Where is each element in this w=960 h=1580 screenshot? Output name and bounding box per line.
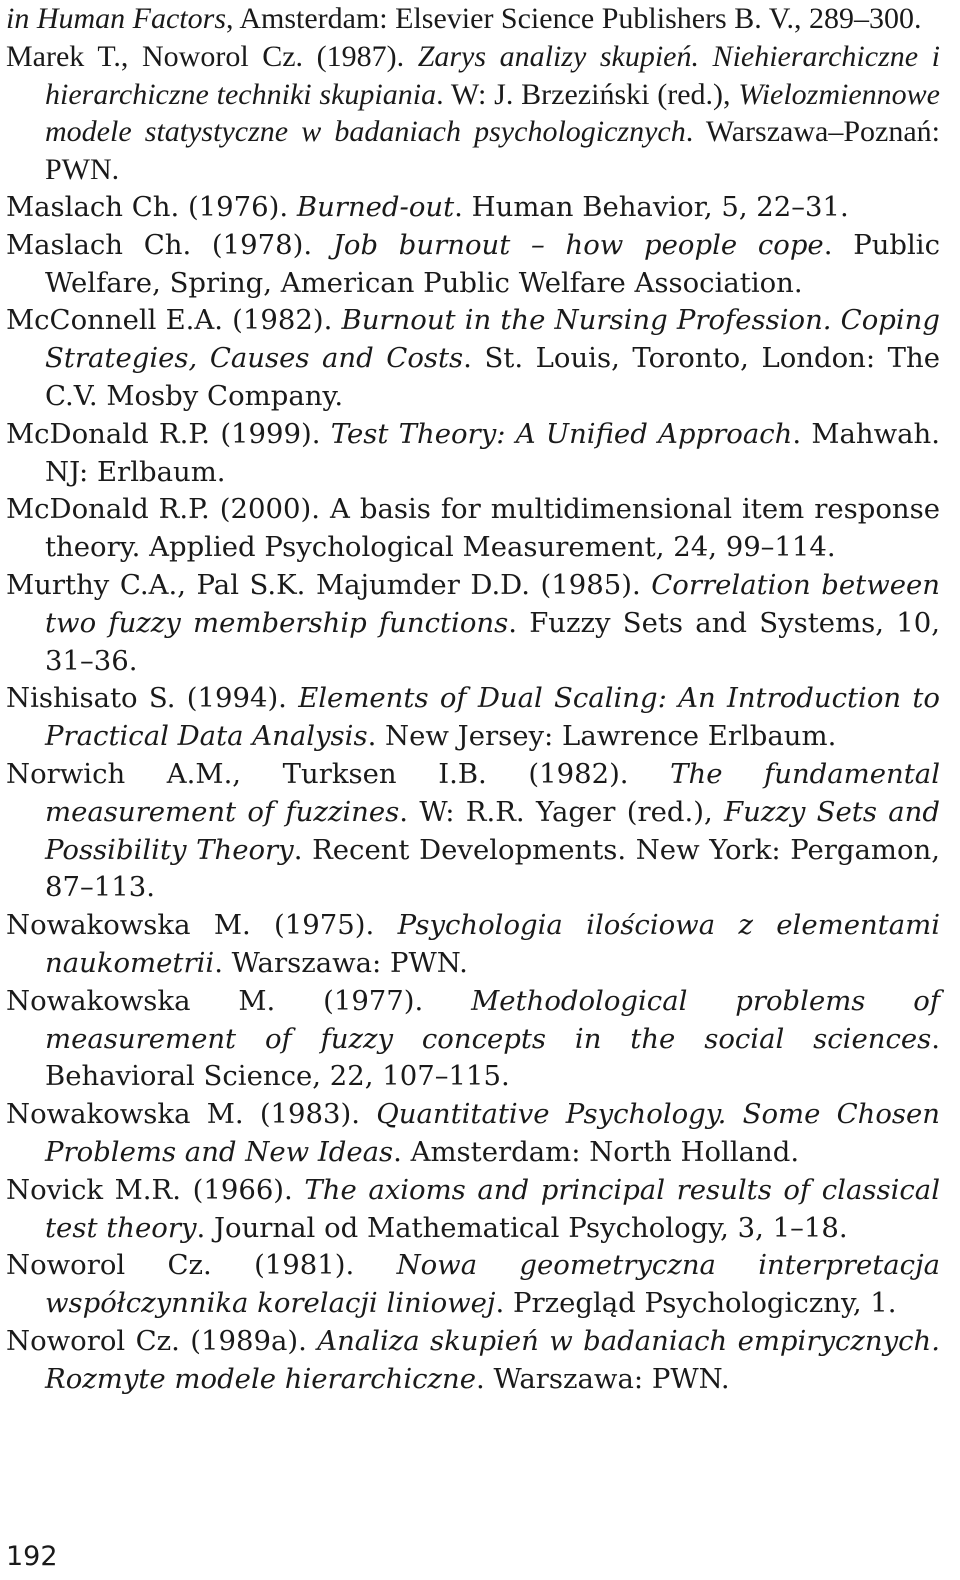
reference-title: Fuzzy Sets and Possibility Theory (45, 795, 940, 866)
reference-text: McDonald R.P. (1999). (6, 417, 331, 450)
reference-text: . Fuzzy Sets and Systems, 10, 31–36. (45, 606, 940, 677)
reference-entry (6, 907, 940, 983)
reference-text: Nowakowska M. (1983). (6, 1098, 377, 1131)
reference-text: Marek T., Noworol Cz. (1987). (6, 39, 418, 73)
reference-title: Correlation between two fuzzy membership functions (45, 568, 940, 639)
reference-entry (6, 491, 940, 567)
reference-title: Test Theory: A Unified Approach (330, 417, 793, 450)
reference-text: Norwich A.M., Turksen I.B. (1982). (6, 757, 671, 790)
reference-text: Nishisato S. (1994). (6, 682, 299, 715)
reference-text: . Warszawa: PWN. (214, 946, 468, 979)
reference-text: Nowakowska M. (1977). (6, 984, 472, 1017)
reference-text: Maslach Ch. (1978). (6, 228, 333, 261)
reference-entry (6, 416, 940, 492)
reference-entry (6, 1247, 940, 1323)
reference-text: Noworol Cz. (1989a). (6, 1324, 318, 1357)
reference-entry (6, 1172, 940, 1248)
reference-text: Murthy C.A., Pal S.K. Majumder D.D. (1985). (6, 568, 652, 601)
reference-text: McDonald R.P. (2000). A basis for multidimensional item response theory. Applied Psychological Measurement, 24, 99–114. (6, 493, 940, 564)
reference-title: Job burnout – how people cope (332, 228, 824, 261)
reference-text: , Amsterdam: Elsevier Science Publishers B. V., 289–300. (226, 2, 922, 35)
reference-entry (6, 1096, 940, 1172)
reference-title: Methodological problems of measurement of fuzzy concepts in the social sciences (45, 984, 941, 1055)
reference-entry (6, 0, 940, 38)
reference-text: . Journal od Mathematical Psychology, 3, 1–18. (196, 1211, 848, 1244)
reference-text: . Warszawa–Poznań: PWN. (45, 115, 940, 187)
reference-entry (6, 189, 940, 227)
reference-list (6, 0, 940, 1398)
reference-entry (6, 983, 940, 1096)
reference-entry (6, 302, 940, 415)
reference-title: Elements of Dual Scaling: An Introduction to Practical Data Analysis (45, 682, 940, 753)
reference-text: McConnell E.A. (1982). (6, 304, 342, 337)
reference-text: . W: R.R. Yager (red.), (399, 795, 725, 828)
reference-entry (6, 1323, 940, 1399)
reference-entry (6, 680, 940, 756)
reference-title: Zarys analizy skupień. Niehierarchiczne i hierarchiczne techniki skupiania (45, 39, 940, 111)
reference-entry (6, 38, 940, 189)
reference-text: . Human Behavior, 5, 22–31. (454, 190, 849, 223)
reference-text: . St. Louis, Toronto, London: The C.V. Mosby Company. (45, 342, 940, 412)
reference-text: . Amsterdam: North Holland. (393, 1135, 800, 1168)
reference-title: Burned-out (296, 190, 455, 223)
reference-text: Novick M.R. (1966). (6, 1173, 305, 1206)
reference-text: . Recent Developments. New York: Pergamon, 87–113. (45, 833, 940, 904)
reference-text: Noworol Cz. (1981). (6, 1249, 397, 1282)
reference-entry (6, 227, 940, 303)
reference-title: Nowa geometryczna interpretacja współczynnika korelacji liniowej (45, 1249, 940, 1320)
reference-title: Wielozmiennowe modele statystyczne w badaniach psychologicznych (45, 77, 940, 149)
reference-title: Quantitative Psychology. Some Chosen Problems and New Ideas (45, 1098, 940, 1168)
reference-text: . New Jersey: Lawrence Erlbaum. (367, 720, 837, 753)
page-number: 192 (6, 1541, 58, 1572)
reference-title: in Human Factors (6, 2, 226, 35)
reference-text: . W: J. Brzeziński (red.), (436, 77, 739, 111)
reference-title: Burnout in the Nursing Profession. Coping Strategies, Causes and Costs (45, 304, 940, 375)
reference-title: Analiza skupień w badaniach empirycznych. Rozmyte modele hierarchiczne (45, 1324, 940, 1395)
reference-title: The fundamental measurement of fuzzines (45, 757, 940, 828)
reference-text: Maslach Ch. (1976). (6, 190, 297, 223)
reference-text: Nowakowska M. (1975). (6, 909, 398, 942)
reference-text: . Przegląd Psychologiczny, 1. (495, 1287, 897, 1320)
reference-entry (6, 567, 940, 680)
reference-title: The axioms and principal results of classical test theory (45, 1173, 940, 1244)
reference-text: . Behavioral Science, 22, 107–115. (45, 1022, 940, 1093)
reference-text: . Public Welfare, Spring, American Public Welfare Association. (45, 228, 941, 299)
reference-title: Psychologia ilościowa z elementami naukometrii (45, 909, 940, 979)
reference-entry (6, 756, 940, 907)
reference-text: . Warszawa: PWN. (476, 1362, 730, 1395)
reference-text: . Mahwah. NJ: Erlbaum. (45, 417, 940, 488)
